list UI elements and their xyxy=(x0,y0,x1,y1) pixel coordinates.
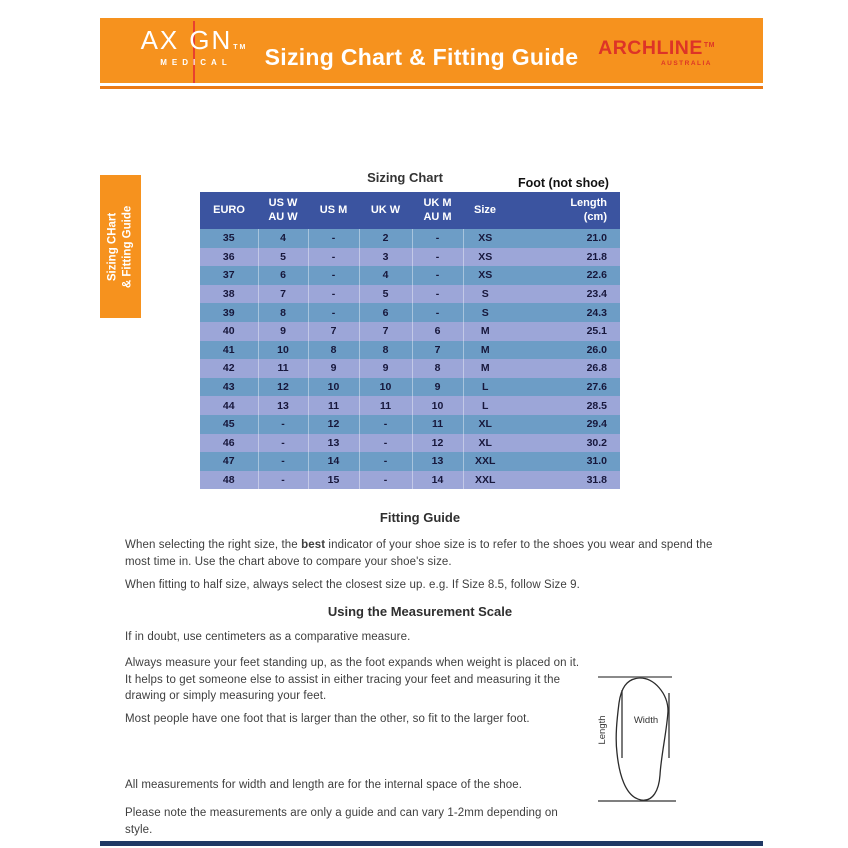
table-cell: 4 xyxy=(359,266,412,285)
table-cell xyxy=(507,229,555,248)
table-cell: - xyxy=(412,248,463,267)
banner-underline xyxy=(100,86,763,89)
table-cell: M xyxy=(463,322,507,341)
side-tab-label xyxy=(106,205,136,287)
table-cell: 15 xyxy=(308,471,359,490)
table-cell xyxy=(507,359,555,378)
table-cell: 45 xyxy=(200,415,258,434)
table-cell: 11 xyxy=(412,415,463,434)
measurement-paragraph-4: All measurements for width and length are for the internal space of the shoe. xyxy=(125,779,523,791)
table-cell: L xyxy=(463,378,507,397)
table-cell: 7 xyxy=(258,285,308,304)
measurement-scale-title: Using the Measurement Scale xyxy=(327,604,513,619)
table-row xyxy=(200,471,620,490)
table-row xyxy=(200,303,620,322)
column-header: Length (cm) xyxy=(555,192,620,229)
table-cell: 7 xyxy=(308,322,359,341)
fitting-p1-text-b: indicator of your shoe size is to refer to the shoes you wear and spend the most time in. Use the chart above to compare your shoe's size. xyxy=(125,539,713,568)
axign-part2: GN xyxy=(189,25,233,55)
table-cell xyxy=(507,378,555,397)
table-cell xyxy=(507,415,555,434)
axign-part1: AX xyxy=(140,25,180,55)
table-cell: 31.0 xyxy=(555,452,620,471)
bottom-bar xyxy=(100,841,763,846)
table-cell: 10 xyxy=(412,396,463,415)
table-cell: 43 xyxy=(200,378,258,397)
table-cell: M xyxy=(463,359,507,378)
table-row xyxy=(200,266,620,285)
column-header: US W AU W xyxy=(258,192,308,229)
table-cell: - xyxy=(359,471,412,490)
table-cell: 13 xyxy=(412,452,463,471)
fitting-p1-text-a: When selecting the right size, the xyxy=(125,539,302,551)
fitting-paragraph-1 xyxy=(125,537,722,570)
length-label: Length xyxy=(597,715,608,745)
table-row xyxy=(200,396,620,415)
table-row xyxy=(200,378,620,397)
table-cell xyxy=(507,396,555,415)
archline-logo xyxy=(598,39,715,67)
table-cell: 3 xyxy=(359,248,412,267)
axign-tm-mark: TM xyxy=(233,44,248,51)
foot-outline xyxy=(616,678,668,800)
foot-not-shoe-label: Foot (not shoe) xyxy=(518,176,609,190)
table-cell: 14 xyxy=(412,471,463,490)
table-cell: L xyxy=(463,396,507,415)
table-cell: 23.4 xyxy=(555,285,620,304)
table-cell: 8 xyxy=(258,303,308,322)
column-header: US M xyxy=(308,192,359,229)
table-cell: - xyxy=(258,415,308,434)
table-cell: 35 xyxy=(200,229,258,248)
table-cell: 10 xyxy=(359,378,412,397)
table-cell: 11 xyxy=(258,359,308,378)
table-cell xyxy=(507,452,555,471)
fitting-guide-title: Fitting Guide xyxy=(379,510,461,525)
sizing-table-head xyxy=(200,192,620,229)
table-row xyxy=(200,415,620,434)
table-cell: 6 xyxy=(359,303,412,322)
table-cell: 30.2 xyxy=(555,434,620,453)
table-cell: 7 xyxy=(412,341,463,360)
table-cell: 24.3 xyxy=(555,303,620,322)
table-cell: - xyxy=(308,248,359,267)
header-banner xyxy=(100,18,763,83)
archline-tm-mark: TM xyxy=(703,41,715,49)
table-cell: 13 xyxy=(308,434,359,453)
sizing-table xyxy=(200,192,621,489)
column-header: Size xyxy=(463,192,507,229)
table-cell: 40 xyxy=(200,322,258,341)
table-cell: 22.6 xyxy=(555,266,620,285)
measurement-paragraph-1: If in doubt, use centimeters as a comparative measure. xyxy=(125,631,411,643)
table-cell: 48 xyxy=(200,471,258,490)
table-cell: - xyxy=(258,452,308,471)
table-cell: S xyxy=(463,285,507,304)
table-cell: 4 xyxy=(258,229,308,248)
table-cell: - xyxy=(359,415,412,434)
table-cell: XL xyxy=(463,415,507,434)
table-cell: 11 xyxy=(359,396,412,415)
table-cell: 13 xyxy=(258,396,308,415)
table-cell: XS xyxy=(463,266,507,285)
fitting-paragraph-2: When fitting to half size, always select the closest size up. e.g. If Size 8.5, follow Size 9. xyxy=(125,579,580,591)
column-header: UK M AU M xyxy=(412,192,463,229)
table-cell: S xyxy=(463,303,507,322)
header-row xyxy=(200,192,620,229)
table-cell: XL xyxy=(463,434,507,453)
sizing-chart-title: Sizing Chart xyxy=(367,170,443,185)
column-header xyxy=(507,192,555,229)
table-cell: 6 xyxy=(412,322,463,341)
table-cell: - xyxy=(412,285,463,304)
table-cell: - xyxy=(308,229,359,248)
table-row xyxy=(200,434,620,453)
column-header: UK W xyxy=(359,192,412,229)
table-row xyxy=(200,341,620,360)
table-cell: 37 xyxy=(200,266,258,285)
foot-measurement-diagram xyxy=(592,657,692,807)
table-cell xyxy=(507,248,555,267)
table-cell: 46 xyxy=(200,434,258,453)
page-title: Sizing Chart & Fitting Guide xyxy=(264,44,579,70)
table-cell: - xyxy=(359,434,412,453)
table-cell xyxy=(507,471,555,490)
table-cell: 9 xyxy=(359,359,412,378)
table-cell: 6 xyxy=(258,266,308,285)
table-cell: - xyxy=(412,229,463,248)
archline-australia-label: AUSTRALIA xyxy=(660,59,712,67)
fitting-p1-bold: best xyxy=(301,539,326,551)
table-cell: 44 xyxy=(200,396,258,415)
table-cell: - xyxy=(412,303,463,322)
side-tab-line2: & Fitting Guide xyxy=(121,205,134,288)
table-cell xyxy=(507,434,555,453)
table-cell: 39 xyxy=(200,303,258,322)
table-cell: 12 xyxy=(308,415,359,434)
table-cell: 11 xyxy=(308,396,359,415)
table-cell: 25.1 xyxy=(555,322,620,341)
side-tab-line1: Sizing CHart xyxy=(106,212,119,281)
table-cell: 12 xyxy=(412,434,463,453)
table-cell: 7 xyxy=(359,322,412,341)
side-tab xyxy=(100,175,141,318)
table-cell: 28.5 xyxy=(555,396,620,415)
table-cell xyxy=(507,341,555,360)
table-cell: 9 xyxy=(412,378,463,397)
table-cell: 2 xyxy=(359,229,412,248)
table-cell: XS xyxy=(463,248,507,267)
table-cell: - xyxy=(308,285,359,304)
table-cell: - xyxy=(308,303,359,322)
table-row xyxy=(200,285,620,304)
table-cell: - xyxy=(258,471,308,490)
measurement-paragraph-5: Please note the measurements are only a guide and can vary 1-2mm depending on style. xyxy=(125,807,558,836)
table-cell: 12 xyxy=(258,378,308,397)
table-cell: - xyxy=(412,266,463,285)
axign-wordmark xyxy=(138,26,250,55)
table-cell: XXL xyxy=(463,452,507,471)
table-cell: 36 xyxy=(200,248,258,267)
table-cell: M xyxy=(463,341,507,360)
table-cell xyxy=(507,303,555,322)
column-header: EURO xyxy=(200,192,258,229)
table-cell: 9 xyxy=(308,359,359,378)
table-cell: 27.6 xyxy=(555,378,620,397)
table-cell: 26.0 xyxy=(555,341,620,360)
table-cell: 38 xyxy=(200,285,258,304)
table-cell: 21.0 xyxy=(555,229,620,248)
table-cell: 9 xyxy=(258,322,308,341)
table-cell: - xyxy=(308,266,359,285)
table-cell xyxy=(507,266,555,285)
table-cell: 10 xyxy=(308,378,359,397)
sizing-table-body xyxy=(200,229,620,489)
table-cell: - xyxy=(258,434,308,453)
table-cell: 8 xyxy=(412,359,463,378)
measurement-paragraph-2: Always measure your feet standing up, as the foot expands when weight is placed on it. It helps to get someone else to assist in either tracing your feet and measuring it the drawing or simply measuring your feet. xyxy=(125,657,580,703)
table-cell: 29.4 xyxy=(555,415,620,434)
table-cell: 42 xyxy=(200,359,258,378)
axign-logo xyxy=(138,26,250,67)
table-cell: - xyxy=(359,452,412,471)
table-row xyxy=(200,359,620,378)
table-cell: 14 xyxy=(308,452,359,471)
table-cell: 21.8 xyxy=(555,248,620,267)
table-row xyxy=(200,248,620,267)
table-cell: XXL xyxy=(463,471,507,490)
table-cell: 5 xyxy=(258,248,308,267)
table-cell: XS xyxy=(463,229,507,248)
width-label: Width xyxy=(633,715,659,726)
table-row xyxy=(200,322,620,341)
table-cell: 47 xyxy=(200,452,258,471)
measurement-paragraph-3: Most people have one foot that is larger than the other, so fit to the larger foot. xyxy=(125,713,530,725)
table-cell: 26.8 xyxy=(555,359,620,378)
table-cell: 8 xyxy=(308,341,359,360)
table-cell: 41 xyxy=(200,341,258,360)
axign-medical-label: MEDICAL xyxy=(160,57,232,67)
table-cell: 31.8 xyxy=(555,471,620,490)
table-cell: 5 xyxy=(359,285,412,304)
table-cell xyxy=(507,322,555,341)
archline-wordmark xyxy=(598,39,715,59)
table-cell xyxy=(507,285,555,304)
table-row xyxy=(200,229,620,248)
table-row xyxy=(200,452,620,471)
archline-text: ARCHLINE xyxy=(598,37,703,59)
table-cell: 8 xyxy=(359,341,412,360)
table-cell: 10 xyxy=(258,341,308,360)
